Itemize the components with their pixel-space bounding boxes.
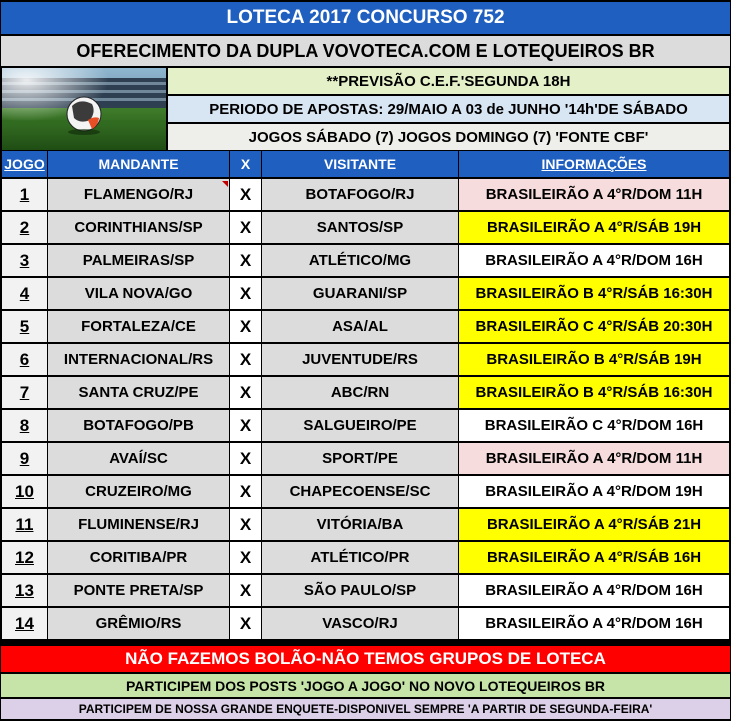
away-team: BOTAFOGO/RJ [262,179,458,210]
game-info: BRASILEIRÃO A 4°R/DOM 16H [459,575,729,606]
versus-mark: X [230,410,261,441]
home-team: INTERNACIONAL/RS [48,344,229,375]
home-team: VILA NOVA/GO [48,278,229,309]
away-team: ATLÉTICO/PR [262,542,458,573]
game-number: 12 [2,542,47,573]
away-team: ABC/RN [262,377,458,408]
home-team: PALMEIRAS/SP [48,245,229,276]
game-number: 4 [2,278,47,309]
page-subtitle: OFERECIMENTO DA DUPLA VOVOTECA.COM E LOTEQUEIROS BR [1,36,730,66]
game-info: BRASILEIRÃO A 4°R/DOM 19H [459,476,729,507]
versus-mark: X [230,311,261,342]
home-team: CORITIBA/PR [48,542,229,573]
game-info: BRASILEIRÃO A 4°R/DOM 11H [459,179,729,210]
game-info: BRASILEIRÃO B 4°R/SÁB 19H [459,344,729,375]
game-number: 6 [2,344,47,375]
game-info: BRASILEIRÃO A 4°R/DOM 11H [459,443,729,474]
home-team: GRÊMIO/RS [48,608,229,639]
away-team: SPORT/PE [262,443,458,474]
no-pool-notice: NÃO FAZEMOS BOLÃO-NÃO TEMOS GRUPOS DE LOTECA [1,646,730,672]
versus-mark: X [230,608,261,639]
away-team: SÃO PAULO/SP [262,575,458,606]
game-number: 9 [2,443,47,474]
versus-mark: X [230,443,261,474]
game-info: BRASILEIRÃO B 4°R/SÁB 16:30H [459,278,729,309]
header-x: X [230,151,261,177]
game-info: BRASILEIRÃO A 4°R/SÁB 16H [459,542,729,573]
game-info: BRASILEIRÃO C 4°R/DOM 16H [459,410,729,441]
game-info: BRASILEIRÃO B 4°R/SÁB 16:30H [459,377,729,408]
away-team: ATLÉTICO/MG [262,245,458,276]
header-jogo: JOGO [2,151,47,177]
game-number: 10 [2,476,47,507]
posts-notice: PARTICIPEM DOS POSTS 'JOGO A JOGO' NO NOVO LOTEQUEIROS BR [1,674,730,697]
game-number: 1 [2,179,47,210]
away-team: VASCO/RJ [262,608,458,639]
game-info: BRASILEIRÃO A 4°R/DOM 16H [459,608,729,639]
game-number: 5 [2,311,47,342]
away-team: CHAPECOENSE/SC [262,476,458,507]
away-team: GUARANI/SP [262,278,458,309]
game-number: 8 [2,410,47,441]
versus-mark: X [230,377,261,408]
poll-notice: PARTICIPEM DE NOSSA GRANDE ENQUETE-DISPONIVEL SEMPRE 'A PARTIR DE SEGUNDA-FEIRA' [1,699,730,719]
versus-mark: X [230,344,261,375]
game-info: BRASILEIRÃO A 4°R/SÁB 21H [459,509,729,540]
home-team: CORINTHIANS/SP [48,212,229,243]
page-title: LOTECA 2017 CONCURSO 752 [1,2,730,34]
forecast-note: **PREVISÃO C.E.F.'SEGUNDA 18H [168,68,729,94]
versus-mark: X [230,575,261,606]
game-number: 3 [2,245,47,276]
games-schedule: JOGOS SÁBADO (7) JOGOS DOMINGO (7) 'FONTE CBF' [168,124,729,150]
game-info: BRASILEIRÃO A 4°R/SÁB 19H [459,212,729,243]
betting-period: PERIODO DE APOSTAS: 29/MAIO A 03 de JUNHO '14h'DE SÁBADO [168,96,729,122]
header-visitante: VISITANTE [262,151,458,177]
home-team: CRUZEIRO/MG [48,476,229,507]
home-team: FORTALEZA/CE [48,311,229,342]
away-team: JUVENTUDE/RS [262,344,458,375]
home-team: SANTA CRUZ/PE [48,377,229,408]
versus-mark: X [230,179,261,210]
versus-mark: X [230,212,261,243]
game-number: 11 [2,509,47,540]
versus-mark: X [230,245,261,276]
versus-mark: X [230,278,261,309]
soccer-ball-stadium-image [2,68,166,150]
game-number: 7 [2,377,47,408]
stadium-illustration [2,68,166,150]
header-informacoes: INFORMAÇÕES [459,151,729,177]
game-number: 13 [2,575,47,606]
home-team: PONTE PRETA/SP [48,575,229,606]
home-team: BOTAFOGO/PB [48,410,229,441]
game-number: 2 [2,212,47,243]
away-team: VITÓRIA/BA [262,509,458,540]
away-team: ASA/AL [262,311,458,342]
game-number: 14 [2,608,47,639]
comment-marker [222,181,228,187]
home-team: AVAÍ/SC [48,443,229,474]
game-info: BRASILEIRÃO C 4°R/SÁB 20:30H [459,311,729,342]
header-mandante: MANDANTE [48,151,229,177]
away-team: SALGUEIRO/PE [262,410,458,441]
versus-mark: X [230,509,261,540]
game-info: BRASILEIRÃO A 4°R/DOM 16H [459,245,729,276]
away-team: SANTOS/SP [262,212,458,243]
versus-mark: X [230,542,261,573]
versus-mark: X [230,476,261,507]
home-team: FLAMENGO/RJ [48,179,229,210]
home-team: FLUMINENSE/RJ [48,509,229,540]
